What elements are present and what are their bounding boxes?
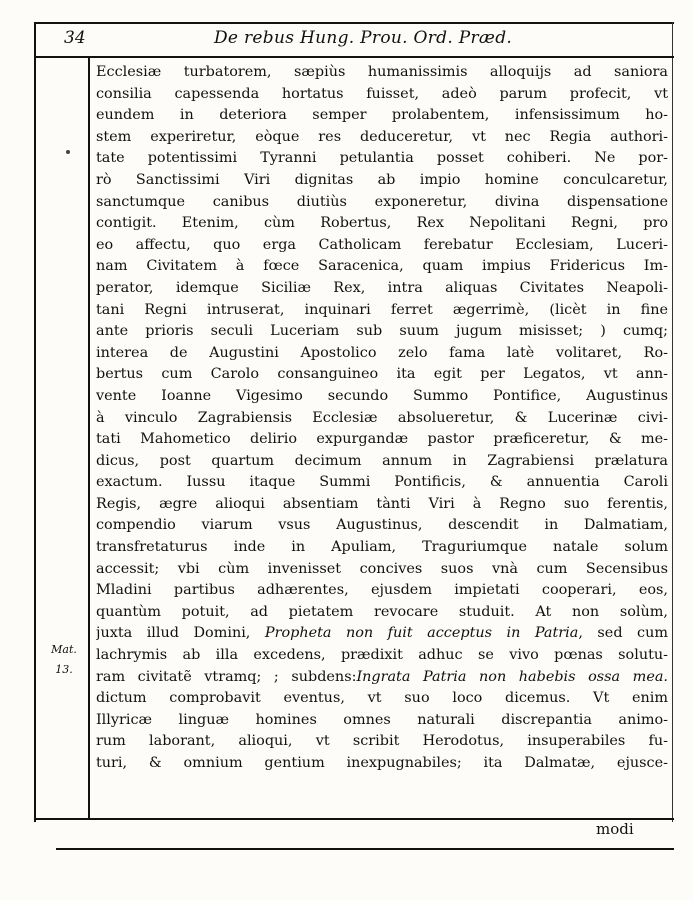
text-line: perator, idemque Siciliæ Rex, intra aliquas Civitates Neapoli-: [96, 279, 668, 296]
text-segment: ram civitatẽ vtramq; ; subdens:: [96, 668, 357, 685]
text-line: eo affectu, quo erga Catholicam ferebatur Ecclesiam, Luceri-: [96, 236, 668, 253]
text-segment: juxta illud Domini,: [96, 625, 251, 642]
text-line: à vinculo Zagrabiensis Ecclesiæ absolueretur, & Lucerinæ civi-: [96, 409, 668, 426]
scripture-quote: Ingrata Patria non habebis ossa mea.: [356, 668, 668, 685]
margin-ink-speck: [66, 150, 70, 154]
text-line: rum laborant, alioqui, vt scribit Herodotus, insuperabiles fu-: [96, 733, 668, 750]
text-line: interea de Augustini Apostolico zelo fama latè volitaret, Ro-: [96, 344, 668, 361]
margin-note: [44, 640, 84, 680]
text-line: consilia capessenda hortatus fuisset, adeò parum profecit, vt: [96, 85, 668, 102]
margin-column-rule: [88, 58, 90, 818]
margin-note-line: 13.: [55, 663, 73, 676]
outer-frame-rule: [34, 22, 36, 822]
text-line-with-quote: [96, 667, 668, 689]
text-line: Mladini partibus adhærentes, ejusdem impietati cooperari, eos,: [96, 582, 668, 599]
page-number: 34: [64, 28, 86, 48]
text-line: compendio viarum vsus Augustinus, descendit in Dalmatiam,: [96, 517, 668, 534]
page-header: [34, 26, 674, 52]
text-line: accessit; vbi cùm invenisset concives suos vnà cum Secensibus: [96, 560, 668, 577]
text-line: rò Sanctissimi Viri dignitas ab impio homine conculcaretur,: [96, 171, 668, 188]
text-segment: , sed cum: [578, 625, 668, 642]
text-line: eundem in deteriora semper prolabentem, infensissimum ho-: [96, 107, 668, 124]
text-line: stem experiretur, eòque res deduceretur, vt nec Regia authori-: [96, 128, 668, 145]
catchword: modi: [596, 820, 634, 838]
text-line: tate potentissimi Tyranni petulantia posset cohiberi. Ne por-: [96, 150, 668, 167]
running-title: De rebus Hung. Prou. Ord. Præd.: [214, 28, 513, 48]
text-line: dictum comprobavit eventus, vt suo loco dicemus. Vt enim: [96, 690, 668, 707]
text-line: lachrymis ab illa excedens, prædixit adhuc se vivo pœnas solutu-: [96, 647, 668, 664]
right-frame-rule: [672, 22, 673, 822]
text-line: tani Regni intruserat, inquinari ferret ægerrimè, (licèt in fine: [96, 301, 668, 318]
text-line: ante prioris seculi Luceriam sub suum jugum misisset; ) cumq;: [96, 323, 668, 340]
text-line: quantùm potuit, ad pietatem revocare studuit. At non solùm,: [96, 603, 668, 620]
text-line: Illyricæ linguæ homines omnes naturali discrepantia animo-: [96, 711, 668, 728]
text-line: turi, & omnium gentium inexpugnabiles; ita Dalmatæ, ejusce-: [96, 755, 668, 771]
text-line: Regis, ægre alioqui absentiam tànti Viri à Regno suo ferentis,: [96, 495, 668, 512]
text-line: dicus, post quartum decimum annum in Zagrabiensi prælatura: [96, 452, 668, 469]
text-line: tati Mahometico delirio expurgandæ pastor præficeretur, & me-: [96, 431, 668, 448]
body-text: [96, 62, 668, 775]
text-line: transfretaturus inde in Apuliam, Traguriumque natale solum: [96, 539, 668, 556]
text-line: bertus cum Carolo consanguineo ita egit per Legatos, vt ann-: [96, 366, 668, 383]
text-line: vente Ioanne Vigesimo secundo Summo Pontifice, Augustinus: [96, 387, 668, 404]
scripture-quote: Propheta non fuit acceptus in Patria: [264, 625, 579, 642]
top-rule: [34, 22, 674, 24]
text-line: sanctumque canibus diutiùs exponeretur, divina dispensatione: [96, 193, 668, 210]
text-line-with-quote: [96, 623, 668, 645]
text-line: Ecclesiæ turbatorem, sæpiùs humanissimis alloquijs ad saniora: [96, 64, 668, 80]
foot-rule: [56, 848, 674, 850]
text-line: exactum. Iussu itaque Summi Pontificis, & annuentia Caroli: [96, 474, 668, 491]
text-line: nam Civitatem à fœce Saracenica, quam impius Fridericus Im-: [96, 258, 668, 275]
margin-note-line: Mat.: [51, 643, 77, 656]
bottom-rule: [34, 818, 674, 820]
header-rule: [34, 56, 674, 58]
text-line: contigit. Etenim, cùm Robertus, Rex Nepolitani Regni, pro: [96, 215, 668, 232]
